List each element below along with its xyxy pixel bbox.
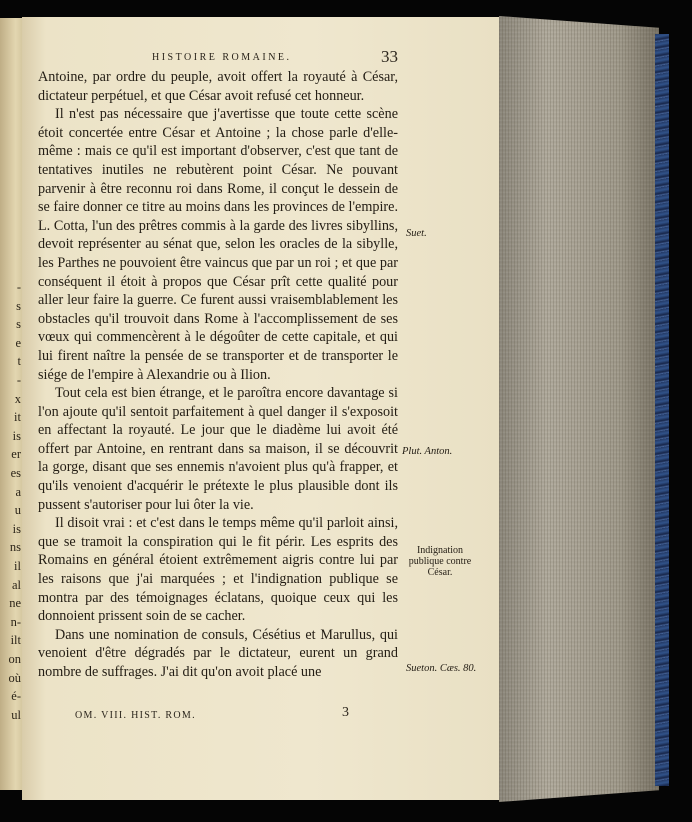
facing-page-fragment: a (15, 484, 21, 499)
facing-page-fragment: - (16, 280, 21, 294)
signature-line: OM. VIII. HIST. ROM. (75, 710, 196, 721)
facing-page-fragment: is (12, 521, 21, 536)
facing-page-fragment: is (12, 428, 21, 443)
facing-page-fragment: al (11, 577, 21, 592)
facing-page-fragment: ne (9, 596, 21, 611)
margin-note-indignation: Indignation publique contre César. (408, 545, 472, 578)
facing-page-fragment: u (14, 503, 21, 518)
facing-page-fragment: e (15, 335, 21, 350)
facing-page-fragment: il (14, 559, 21, 573)
facing-page-fragment: n- (10, 614, 21, 629)
facing-page-fragment: é- (11, 689, 21, 704)
main-text (38, 68, 398, 682)
paragraph-2: Il n'est pas nécessaire que j'avertisse que toute cette scène étoit concertée entre César et Antoine ; la chose parle d'elle-même : mais ce qu'il est important d'observer, c'est que tant de tentatives inutiles ne rebutèrent point César. Ne pouvant parvenir à être reconnu roi dans Rome, il conçut le dessein de se faire donner ce titre au moins dans les provinces de l'empire. L. Cotta, l'un des prêtres commis à la garde des livres sibyllins, devoit représenter au sénat que, selon les oracles de la sibylle, les Parthes ne pouvoient être vaincus que par un roi ; et que par conséquent il étoit à propos que César prît cette qualité pour aller leur faire la guerre. Ce furent aussi vraisemblablement les obstacles qu'il trouvoit dans Rome à l'accomplissement de ses vœux qui commencèrent à le dégoûter de cette capitale, et qui lui firent naître la pensée de se transporter et de transporter le siége de l'empire à Alexandrie ou à Ilion. (38, 106, 398, 383)
page-block-edge (499, 16, 659, 802)
facing-page-fragment: où (8, 670, 21, 685)
marbled-cover-edge (655, 34, 669, 786)
facing-page-fragment: on (8, 652, 21, 666)
facing-page-fragment: ilt (10, 633, 21, 648)
facing-page-fragment: s (16, 317, 21, 332)
margin-note-suet: Suet. (406, 228, 427, 239)
facing-page-fragment: ul (11, 707, 21, 722)
running-head: HISTOIRE ROMAINE. (152, 52, 292, 63)
facing-page-fragment: x (14, 391, 21, 406)
facing-page-fragment: - (16, 373, 21, 387)
paragraph-4: Il disoit vrai : et c'est dans le temps même qu'il parloit ainsi, que se tramoit la conspiration qui le fit périr. Les esprits des Romains en général étoient extrêmement aigris contre lui par les raisons que j'ai marquées ; et l'indignation publique se montra par des témoignages éclatans, quoique ceux qui les donnoient prissent soin de se cacher. (38, 515, 398, 625)
facing-page-fragment: it (14, 410, 21, 425)
facing-page-fragment: ns (9, 540, 21, 555)
facing-page-fragment: er (11, 447, 21, 462)
signature-mark: 3 (342, 705, 349, 720)
paragraph-5: Dans une nomination de consuls, Césétius et Marullus, qui venoient d'être dégradés par le dictateur, eurent un grand nombre de suffrages. J'ai dit qu'on avoit placé une (38, 626, 398, 680)
facing-page-fragment: es (10, 466, 21, 480)
page-number: 33 (381, 47, 398, 66)
margin-note-plut: Plut. Anton. (402, 446, 453, 457)
paragraph-3: Tout cela est bien étrange, et le paroîtra encore davantage si l'on ajoute qu'il sentoit parfaitement à quel danger il s'exposoit en affectant la royauté. Le jour que le diadème lui avoit été offert par Antoine, en rentrant dans sa maison, il se découvrit la gorge, disant que ses ennemis n'avoient plus qu'à frapper, et qu'ils venoient d'acquérir le prétexte le plus plausible dont ils pussent s'autoriser pour lui ôter la vie. (38, 385, 398, 513)
facing-page-fragment: t (17, 354, 21, 369)
facing-page-fragment: s (16, 298, 21, 313)
margin-note-sueton: Sueton. Cæs. 80. (406, 663, 477, 674)
paragraph-1: Antoine, par ordre du peuple, avoit offert la royauté à César, dictateur perpétuel, et que César avoit refusé cet honneur. (38, 69, 398, 104)
